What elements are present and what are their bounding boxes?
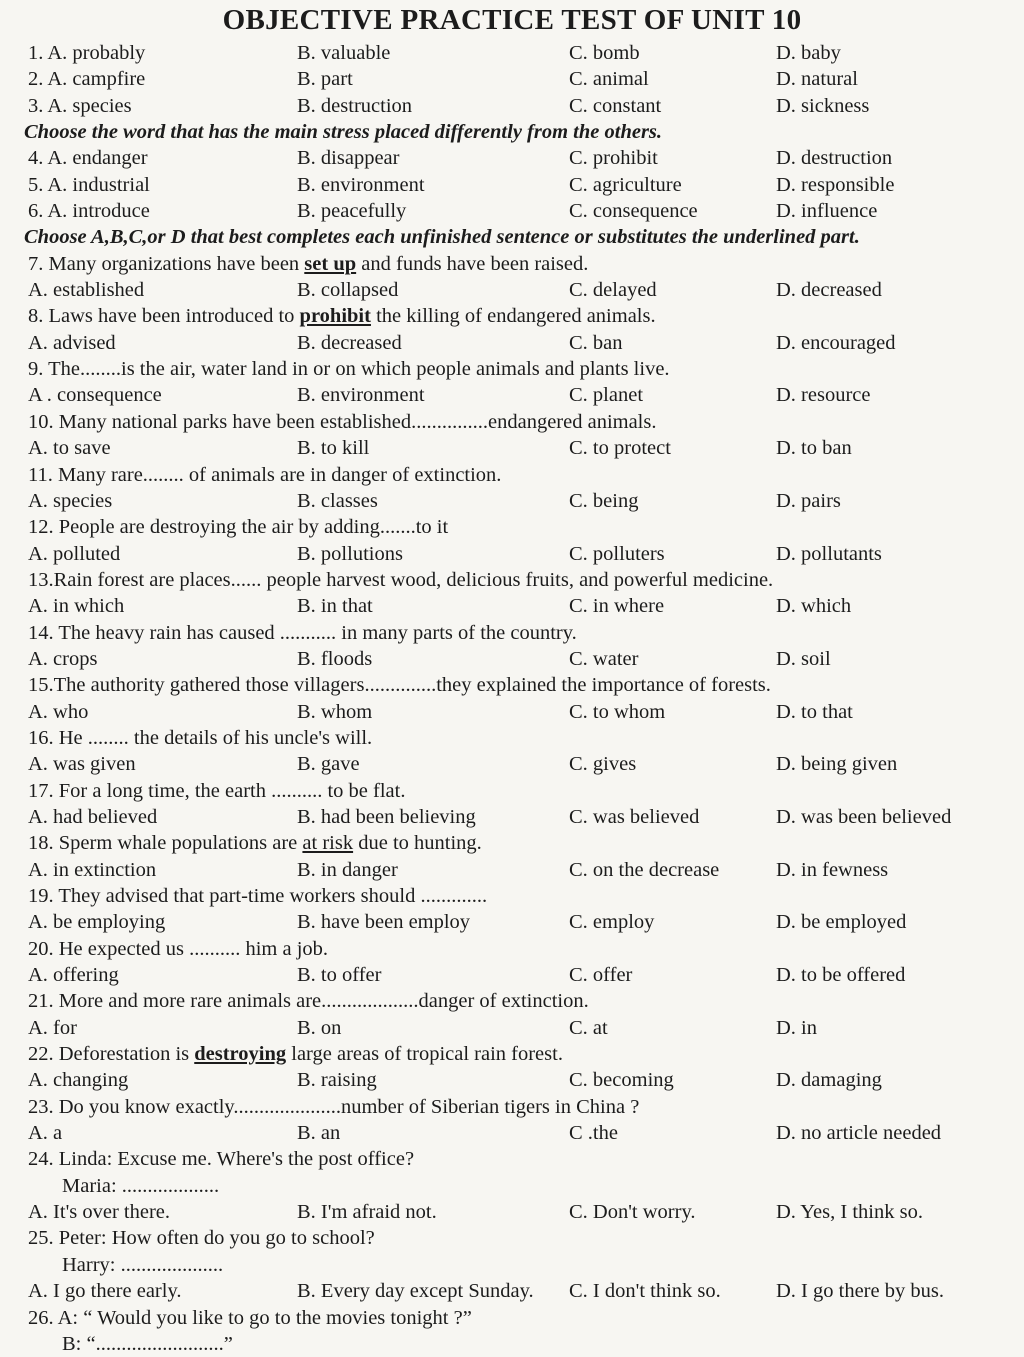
option: C. becoming: [569, 1069, 674, 1092]
question-26: 26. A: “ Would you like to go to the movies tonight ?”: [28, 1306, 472, 1329]
option: C. ban: [569, 331, 623, 354]
option: B. have been employ: [297, 911, 471, 934]
question-21: 21. More and more rare animals are...................danger of extinction.: [28, 990, 589, 1013]
option: B. whom: [297, 700, 373, 723]
option: A. was given: [28, 753, 136, 776]
option: B. gave: [297, 753, 360, 776]
question-24: 24. Linda: Excuse me. Where's the post office?: [28, 1148, 415, 1171]
option: C. constant: [569, 94, 662, 117]
question-row: [0, 988, 1024, 1014]
option: C. to protect: [569, 437, 671, 460]
option: A. in extinction: [28, 858, 157, 881]
option-row: [0, 1067, 1024, 1093]
option: D. natural: [776, 68, 858, 91]
option-row: [0, 857, 1024, 883]
option: C. polluters: [569, 542, 665, 565]
option: D. in: [776, 1016, 817, 1039]
option: C .the: [569, 1122, 618, 1145]
underlined-phrase: prohibit: [299, 305, 371, 328]
mc-instruction: Choose A,B,C,or D that best completes each unfinished sentence or substitutes the underlined part.: [24, 226, 860, 249]
option-row: [0, 804, 1024, 830]
question-row: [0, 672, 1024, 698]
option-row: [0, 330, 1024, 356]
option: B. decreased: [297, 331, 402, 354]
option: 5. A. industrial: [28, 173, 150, 196]
option-row: [0, 699, 1024, 725]
option: A. be employing: [28, 911, 166, 934]
option-row: [0, 909, 1024, 935]
option: C. planet: [569, 384, 644, 407]
question-10: 10. Many national parks have been established...............endangered animals.: [28, 410, 657, 433]
option: C. Don't worry.: [569, 1201, 696, 1224]
option: B. to offer: [297, 964, 382, 987]
dialogue-reply: B: “.........................”: [62, 1332, 233, 1355]
option: B. environment: [297, 384, 425, 407]
dialogue-reply: Harry: ....................: [62, 1253, 224, 1276]
option: D. be employed: [776, 911, 907, 934]
option: C. water: [569, 647, 639, 670]
question-7: 7. Many organizations have been set up and funds have been raised.: [28, 252, 589, 275]
question-row: [0, 303, 1024, 329]
option-row: [0, 198, 1024, 224]
option: A. who: [28, 700, 89, 723]
option: B. an: [297, 1122, 341, 1145]
option: 3. A. species: [28, 94, 132, 117]
option-row: [0, 145, 1024, 171]
reply-row: [0, 1331, 1024, 1357]
option: B. to kill: [297, 437, 370, 460]
option: C. was believed: [569, 805, 700, 828]
option: 6. A. introduce: [28, 200, 150, 223]
question-row: [0, 514, 1024, 540]
question-14: 14. The heavy rain has caused ........... in many parts of the country.: [28, 621, 577, 644]
option: B. raising: [297, 1069, 377, 1092]
option: B. on: [297, 1016, 342, 1039]
option: A. offering: [28, 964, 119, 987]
option: D. to ban: [776, 437, 852, 460]
question-row: [0, 251, 1024, 277]
option: A. It's over there.: [28, 1201, 171, 1224]
underlined-phrase: at risk: [302, 832, 354, 855]
option: A. polluted: [28, 542, 121, 565]
question-11: 11. Many rare........ of animals are in danger of extinction.: [28, 463, 502, 486]
option: C. on the decrease: [569, 858, 720, 881]
option: A. established: [28, 279, 145, 302]
option: B. peacefully: [297, 200, 407, 223]
question-22: 22. Deforestation is destroying large areas of tropical rain forest.: [28, 1043, 563, 1066]
option-row: [0, 488, 1024, 514]
option: B. in danger: [297, 858, 398, 881]
option-row: [0, 646, 1024, 672]
option: D. damaging: [776, 1069, 882, 1092]
option: C. employ: [569, 911, 655, 934]
option: D. being given: [776, 753, 898, 776]
option-row: [0, 66, 1024, 92]
option-row: [0, 751, 1024, 777]
option: D. no article needed: [776, 1122, 942, 1145]
option: C. at: [569, 1016, 608, 1039]
option-row: [0, 1278, 1024, 1304]
instruction-row: [0, 119, 1024, 145]
option: A. I go there early.: [28, 1280, 182, 1303]
option: A. crops: [28, 647, 98, 670]
option: C. offer: [569, 964, 633, 987]
option: D. influence: [776, 200, 878, 223]
option: 2. A. campfire: [28, 68, 146, 91]
question-9: 9. The........is the air, water land in or on which people animals and plants live.: [28, 358, 670, 381]
option: B. destruction: [297, 94, 413, 117]
question-18: 18. Sperm whale populations are at risk due to hunting.: [28, 832, 482, 855]
option: B. Every day except Sunday.: [297, 1280, 534, 1303]
question-16: 16. He ........ the details of his uncle's will.: [28, 726, 373, 749]
instruction-row: [0, 224, 1024, 250]
option: A. species: [28, 489, 113, 512]
question-row: [0, 1041, 1024, 1067]
option: D. which: [776, 595, 852, 618]
question-row: [0, 936, 1024, 962]
question-17: 17. For a long time, the earth .......... to be flat.: [28, 779, 406, 802]
option-row: [0, 1199, 1024, 1225]
page-title: OBJECTIVE PRACTICE TEST OF UNIT 10: [222, 4, 802, 36]
question-19: 19. They advised that part-time workers should .............: [28, 885, 488, 907]
reply-row: [0, 1173, 1024, 1199]
option: C. bomb: [569, 42, 640, 64]
option-row: [0, 1015, 1024, 1041]
option: D. responsible: [776, 173, 895, 196]
option-row: [0, 277, 1024, 303]
option: D. in fewness: [776, 858, 889, 881]
option-row: [0, 962, 1024, 988]
option: B. valuable: [297, 42, 391, 64]
option: C. I don't think so.: [569, 1280, 721, 1303]
option-row: [0, 172, 1024, 198]
option: B. pollutions: [297, 542, 403, 565]
question-25: 25. Peter: How often do you go to school?: [28, 1227, 375, 1250]
option: D. destruction: [776, 147, 893, 170]
option: B. floods: [297, 647, 373, 670]
question-12: 12. People are destroying the air by adding.......to it: [28, 516, 449, 539]
option: 4. A. endanger: [28, 147, 148, 170]
option: B. environment: [297, 173, 425, 196]
option: B. classes: [297, 489, 378, 512]
option: B. part: [297, 68, 353, 91]
underlined-phrase: set up: [304, 252, 357, 275]
option: D. decreased: [776, 279, 882, 302]
option: D. resource: [776, 384, 871, 407]
option: D. pollutants: [776, 542, 882, 565]
option: D. to be offered: [776, 964, 906, 987]
option: C. agriculture: [569, 173, 682, 196]
question-row: [0, 1146, 1024, 1172]
option: C. delayed: [569, 279, 657, 302]
question-row: [0, 567, 1024, 593]
option: C. in where: [569, 595, 665, 618]
question-row: [0, 409, 1024, 435]
question-row: [0, 830, 1024, 856]
option: D. to that: [776, 700, 853, 723]
option: A. changing: [28, 1069, 129, 1092]
question-23: 23. Do you know exactly.....................number of Siberian tigers in China ?: [28, 1095, 640, 1118]
question-row: [0, 1305, 1024, 1331]
option-row: [0, 593, 1024, 619]
option: D. Yes, I think so.: [776, 1201, 923, 1224]
stress-instruction: Choose the word that has the main stress placed differently from the others.: [24, 121, 663, 144]
option: A. a: [28, 1122, 63, 1145]
option: C. consequence: [569, 200, 698, 223]
question-row: [0, 725, 1024, 751]
option: B. I'm afraid not.: [297, 1201, 437, 1224]
option: D. encouraged: [776, 331, 896, 354]
option: D. baby: [776, 42, 841, 64]
question-row: [0, 462, 1024, 488]
option: 1. A. probably: [28, 42, 146, 64]
option-row: [0, 40, 1024, 66]
question-row: [0, 778, 1024, 804]
option: B. had been believing: [297, 805, 476, 828]
option: D. I go there by bus.: [776, 1280, 944, 1303]
question-13: 13.Rain forest are places...... people harvest wood, delicious fruits, and powerful medicine.: [28, 568, 774, 591]
option: C. to whom: [569, 700, 666, 723]
option-row: [0, 382, 1024, 408]
question-8: 8. Laws have been introduced to prohibit the killing of endangered animals.: [28, 305, 656, 328]
option-row: [0, 93, 1024, 119]
option: A. advised: [28, 331, 116, 354]
underlined-phrase: destroying: [194, 1043, 287, 1066]
option: D. sickness: [776, 94, 870, 117]
dialogue-reply: Maria: ...................: [62, 1174, 220, 1197]
question-row: [0, 1094, 1024, 1120]
option: B. collapsed: [297, 279, 399, 302]
question-row: [0, 1225, 1024, 1251]
option: A. for: [28, 1016, 77, 1039]
option: B. disappear: [297, 147, 400, 170]
option-row: [0, 1120, 1024, 1146]
option: A . consequence: [28, 384, 162, 407]
question-row: [0, 883, 1024, 909]
question-row: [0, 620, 1024, 646]
option: B. in that: [297, 595, 373, 618]
option: A. had believed: [28, 805, 158, 828]
option: A. to save: [28, 437, 111, 460]
question-15: 15.The authority gathered those villagers..............they explained the importance of forests.: [28, 674, 771, 697]
option: D. pairs: [776, 489, 841, 512]
option: C. being: [569, 489, 639, 512]
option-row: [0, 541, 1024, 567]
option: C. prohibit: [569, 147, 658, 170]
question-row: [0, 356, 1024, 382]
option: D. soil: [776, 647, 831, 670]
option: C. animal: [569, 68, 649, 91]
option: C. gives: [569, 753, 637, 776]
reply-row: [0, 1252, 1024, 1278]
option: D. was been believed: [776, 805, 952, 828]
option-row: [0, 435, 1024, 461]
question-20: 20. He expected us .......... him a job.: [28, 937, 329, 960]
option: A. in which: [28, 595, 125, 618]
